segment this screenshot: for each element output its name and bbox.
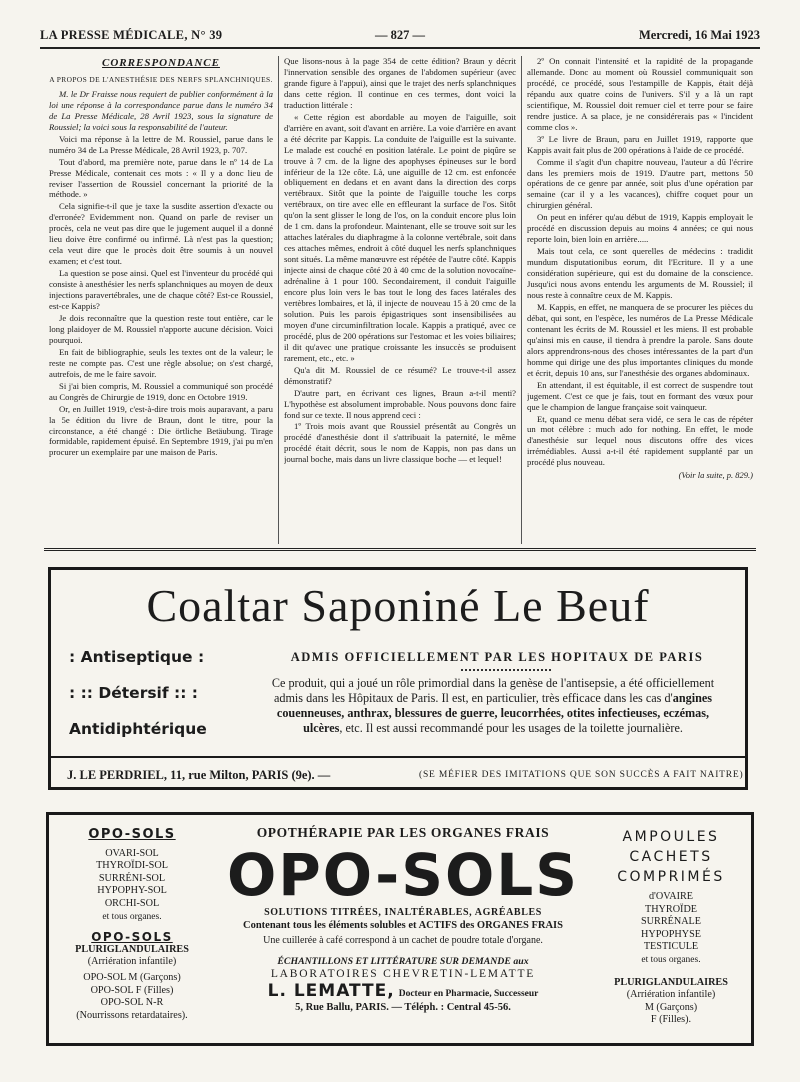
journal-issue: LA PRESSE MÉDICALE, N° 39: [40, 28, 223, 42]
ornament-rule: [461, 669, 551, 674]
center-line-2: Contenant tous les éléments solubles et ACTIFS des ORGANES FRAIS: [243, 920, 563, 931]
left-item-2: (Nourrissons retardataires).: [76, 1009, 188, 1021]
oposols-left-column: [49, 815, 215, 1043]
pharmacist-name: L. LEMATTE,: [267, 981, 395, 1001]
right-item-2: M (Garçons): [644, 1001, 698, 1013]
oposols-right-column: [591, 815, 751, 1043]
column-divider: [521, 56, 522, 544]
header-rule: [40, 47, 760, 49]
column-2: [284, 56, 516, 544]
right-item: HYPOPHYSE: [640, 928, 701, 940]
paragraph: On peut en inférer qu'au début de 1919, Kappis employait le procédé en discussion depuis au moins 4 années; ce qui nous reporte loin, bien loin en arrière.....: [527, 212, 753, 245]
left-item: ORCHI-SOL: [104, 897, 160, 909]
right-item: THYROÏDE: [644, 903, 698, 915]
right-title: CACHETS: [629, 849, 713, 865]
right-subtitle-2: (Arriération infantile): [626, 989, 716, 1001]
imitation-warning: (SE MÉFIER DES IMITATIONS QUE SON SUCCÈS A FAIT NAITRE): [419, 770, 744, 780]
oposols-center-column: [215, 815, 591, 1043]
oposols-address: 5, Rue Ballu, PARIS. — Téléph. : Central 45-56.: [295, 1002, 511, 1013]
paragraph: 3º Le livre de Braun, paru en Juillet 1919, rapporte que Kappis avait fait plus de 200 opérations à l'aide de ce procédé.: [527, 133, 753, 155]
left-item-2: OPO-SOL N-R: [100, 997, 164, 1009]
coaltar-headline: ADMIS OFFICIELLEMENT PAR LES HOPITAUX DE PARIS: [290, 650, 704, 664]
coaltar-advertisement: [48, 567, 748, 790]
paragraph: Voici ma réponse à la lettre de M. Roussiel, parue dans le numéro 34 de La Presse Médicale, 28 Avril 1923, p. 707.: [49, 133, 273, 155]
tag-antiseptique: : Antiseptique :: [69, 648, 205, 666]
issue-date: Mercredi, 16 Mai 1923: [638, 28, 760, 42]
paragraph: Qu'a dit M. Roussiel de ce résumé? Le trouve-t-il assez démonstratif?: [284, 364, 516, 386]
left-title-2: OPO-SOLS: [91, 930, 173, 945]
left-item-2: OPO-SOL F (Filles): [90, 984, 174, 996]
right-title: AMPOULES: [622, 829, 720, 845]
paragraph: Comme il s'agit d'un chapitre nouveau, l'auteur a dû l'écrire dans les premiers mois de 1919. D'autre part, mettons 50 opérations de ce genre par année, soit plus d'une opération par semaine (car il y a les vacances), chiffre coquet pour un chirurgien général.: [527, 156, 753, 211]
quotation: « Cette région est abordable au moyen de l'aiguille, soit d'arrière en avant, soit d'avant en arrière. La voie d'arrière en avant a été décrite par Kappis. La conduite de l'aiguille est la suivante. Le malade est couché en position latérale. Le point de piqûre se trouve à 7 cm. de la ligne des apophyses épineuses sur le bord inférieur de la 12e côte. Là, une aiguille de 12 cm. est enfoncée obliquement en dedans et en avant dans la direction des corps vertébraux. Sitôt que la pointe de l'aiguille touche les corps vertébraux, on tire avec elle en effleurant la surface de l'os. Sitôt qu'on la sent glisser le long de l'os, on la conduit encore plus loin de 1 cm. dans la profondeur. Maintenant, elle se trouve soit sur les attaches latérales du diaphragme à la colonne vertébrale, soit dans ces attaches mêmes, endroit à côté duquel les nerfs splanchniques sont situés. La même manœuvre est répétée de l'autre côté. Kappis injecte ainsi de chaque côté 20 à 40 cmc de la solution novocaïne-adrénaline à 1 pour 100. Secondairement, il conduit l'aiguille encore plus loin vers le bas tout le long des faces latérales des vertèbres lombaires, et là, il injecte de nouveau 15 à 20 cmc de la solution. Puis les parois épigastriques sont insensibilisées au moyen d'une circuminfiltration locale. Kappis a pratiqué, avec ce procédé, plus de 200 opérations sur l'estomac et les voies biliaires; il dit qu'avec une pratique croissante les insuccès se produisent rarement, etc., etc. »: [284, 111, 516, 363]
column-divider: [278, 56, 279, 544]
left-item: OVARI-SOL: [105, 847, 159, 859]
left-subtitle-2: (Arriération infantile): [87, 956, 177, 968]
paragraph: En fait de bibliographie, seuls les textes ont de la valeur; le reste ne compte pas. C'est une règle absolue; on s'est chargé, autrefois, de me le faire savoir.: [49, 346, 273, 379]
article-subtitle: A PROPOS DE L'ANESTHÉSIE DES NERFS SPLANCHNIQUES.: [49, 74, 273, 84]
paragraph: D'autre part, en écrivant ces lignes, Braun a-t-il menti? L'hypothèse est absolument improbable. Nous pouvons donc faire fond sur ce texte. Il nous apprend ceci :: [284, 387, 516, 420]
page-number: — 827 —: [375, 28, 425, 42]
center-line-1: SOLUTIONS TITRÉES, INALTÉRABLES, AGRÉABLES: [264, 907, 542, 918]
indications-text: angines couenneuses, anthrax, blessures de guerre, leucorrhées, otites infectieuses, eczémas, ulcères: [276, 691, 713, 735]
pharmacist-title: Docteur en Pharmacie, Successeur: [398, 989, 539, 999]
section-title: CORRESPONDANCE: [102, 57, 220, 69]
column-3: [527, 56, 753, 544]
continued-note: (Voir la suite, p. 829.): [678, 470, 753, 481]
coaltar-footer: [51, 756, 745, 792]
tag-antidiphterique: Antidiphtérique: [69, 720, 207, 738]
left-title: OPO-SOLS: [88, 827, 176, 842]
page-header: [40, 28, 760, 48]
right-item: d'OVAIRE: [648, 891, 694, 902]
right-item: SURRÉNALE: [641, 916, 701, 928]
right-item-2: F (Filles).: [650, 1014, 692, 1026]
coaltar-address: J. LE PERDRIEL, 11, rue Milton, PARIS (9e). —: [67, 768, 331, 782]
left-subtitle: PLURIGLANDULAIRES: [75, 943, 189, 955]
right-item: TESTICULE: [643, 941, 699, 953]
laboratories: LABORATOIRES CHEVRETIN-LEMATTE: [270, 968, 536, 980]
column-1: [49, 56, 273, 544]
left-item-2: OPO-SOL M (Garçons): [83, 971, 181, 983]
left-item: SURRÉNI-SOL: [98, 872, 166, 884]
left-item: et tous organes.: [102, 911, 162, 922]
tag-detersif: : :: Détersif :: :: [69, 684, 199, 702]
description-text-end: , etc. Il est aussi recommandé pour les usages de la toilette journalière.: [339, 721, 683, 735]
paragraph: 2º On connait l'intensité et la rapidité de la propagande allemande. Donc au moment où Roussiel communiquait son procédé, ce procédé, sous l'estampille de Kappis, était déjà répandu aux quatre coins de l'univers. S'il y a là un rapt scientifique, M. Roussiel doit remuer ciel et terre pour se faire rendre justice. A sa place, je ne considérerais pas « l'incident comme clos ».: [527, 56, 753, 132]
paragraph: Cela signifie-t-il que je taxe la susdite assertion d'exacte ou d'erronée? Evidemment non. Quand on parle de reviser un procès, cela ne veut pas dire que le jugement auquel il a donné lieu doive être confirmé ou infirmé. Là n'est pas la question; cela veut dire que le procès doit être soumis à un nouvel examen; et c'est tout.: [49, 201, 273, 267]
paragraph: M. Kappis, en effet, ne manquera de se procurer les pièces du débat, qui sont, en l'espèce, les numéros de La Presse Médicale contenant les écrits de M. Roussiel et les miens. Il est probable qu'ainsi mis en cause, il tiendra à prendre la parole. Sans doute alors apprendrons-nous des choses intéressantes de la part d'un homme qui dirige une des plus importantes cliniques du monde et écrit, depuis 10 ans, sur l'anesthésie des organes abdominaux.: [527, 301, 753, 378]
oposols-advertisement: [46, 812, 754, 1046]
center-top-title: OPOTHÉRAPIE PAR LES ORGANES FRAIS: [256, 825, 550, 840]
paragraph: 1º Trois mois avant que Roussiel présentât au Congrès un procédé d'anesthésie dont il s'attribuait la paternité, le même procédé était décrit, sous le nom de Kappis, non pas dans un journal boche, mais dans un livre classique boche — et lequel!: [284, 421, 516, 465]
center-line-4: ÉCHANTILLONS ET LITTÉRATURE SUR DEMANDE aux: [277, 956, 529, 967]
right-subtitle: PLURIGLANDULAIRES: [614, 976, 728, 988]
left-item: HYPOPHY-SOL: [97, 885, 167, 897]
oposols-brand: OPO-SOLS: [226, 841, 580, 909]
right-title: COMPRIMÉS: [617, 869, 725, 885]
left-item: THYROÏDI-SOL: [96, 860, 168, 872]
coaltar-description: [259, 676, 727, 736]
paragraph: Si j'ai bien compris, M. Roussiel a communiqué son procédé au Congrès de Chirurgie de 1919, donc en Octobre 1919.: [49, 380, 273, 402]
editor-note: M. le Dr Fraisse nous requiert de publier conformément à la loi une réponse à la correspondance parue dans le numéro 34 de La Presse Médicale, 28 Avril 1923, sous la signature de Roussiel; la voici sous la responsabilité de l'auteur.: [49, 88, 273, 132]
paragraph: Je dois reconnaître que la question reste tout entière, car le long plaidoyer de M. Roussiel n'apporte aucune décision. Voici pourquoi.: [49, 312, 273, 345]
coaltar-brand: Coaltar Saponiné Le Beuf: [146, 580, 650, 631]
paragraph: Et, quand ce menu débat sera vidé, ce sera le cas de répéter un mot célèbre : much ado for nothing. En effet, le mode d'anesthésie sur lequel nous discutons offre des vices irrémédiables. Aussi a-t-il été rapidement supplanté par un procédé plus nouveau.: [527, 413, 753, 468]
paragraph: Tout d'abord, ma première note, parue dans le nº 14 de La Presse Médicale, contenait ces mots : « Il y a donc lieu de reviser l'assertion de Roussiel concernant la priorité de la méthode. »: [49, 156, 273, 200]
right-item: et tous organes.: [641, 954, 701, 965]
section-break-rule: [44, 548, 756, 551]
paragraph: Mais tout cela, ce sont querelles de médecins : tradidit mundum disputationibus eorum, dit l'Ecriture. Il y a une considération supérieure, qui est du domaine de la conscience. Jusqu'ici nous avons entendu les arguments de M. Roussiel; il nous reste à connaître ceux de M. Kappis.: [527, 246, 753, 301]
paragraph: La question se pose ainsi. Quel est l'inventeur du procédé qui consiste à anesthésier les nerfs splanchniques au moyen de deux injections paravertébrales, une de chaque côté? Est-ce Roussiel, est-ce Kappis?: [49, 268, 273, 312]
paragraph: Que lisons-nous à la page 354 de cette édition? Braun y décrit l'innervation sensible des organes de l'abdomen supérieur (avec grande figure à l'appui), ainsi que le trajet des nerfs splanchniques dans cette région. Il continue en ces termes, dont voici la traduction littérale :: [284, 56, 516, 110]
paragraph: Or, en Juillet 1919, c'est-à-dire trois mois auparavant, a paru la 5e édition du livre de Braun, dont le titre, pour la circonstance, a été changé : Die örtliche Betäubung. Tirage formidable, rapidement épuisé. En Septembre 1919, j'ai pu m'en procurer un exemplaire par une maison de Paris.: [49, 403, 273, 458]
center-line-3: Une cuillerée à café correspond à un cachet de poudre totale d'organe.: [263, 935, 543, 946]
paragraph: En attendant, il est équitable, il est correct de suspendre tout jugement. C'est ce que je fais, tout en formant des vœux pour que le champion de langue française soit vainqueur.: [527, 379, 753, 412]
description-text: Ce produit, qui a joué un rôle primordial dans la genèse de l'antisepsie, a été officiellement admis dans les Hôpitaux de Paris. Il est, en particulier, très efficace dans les cas d': [271, 676, 715, 705]
